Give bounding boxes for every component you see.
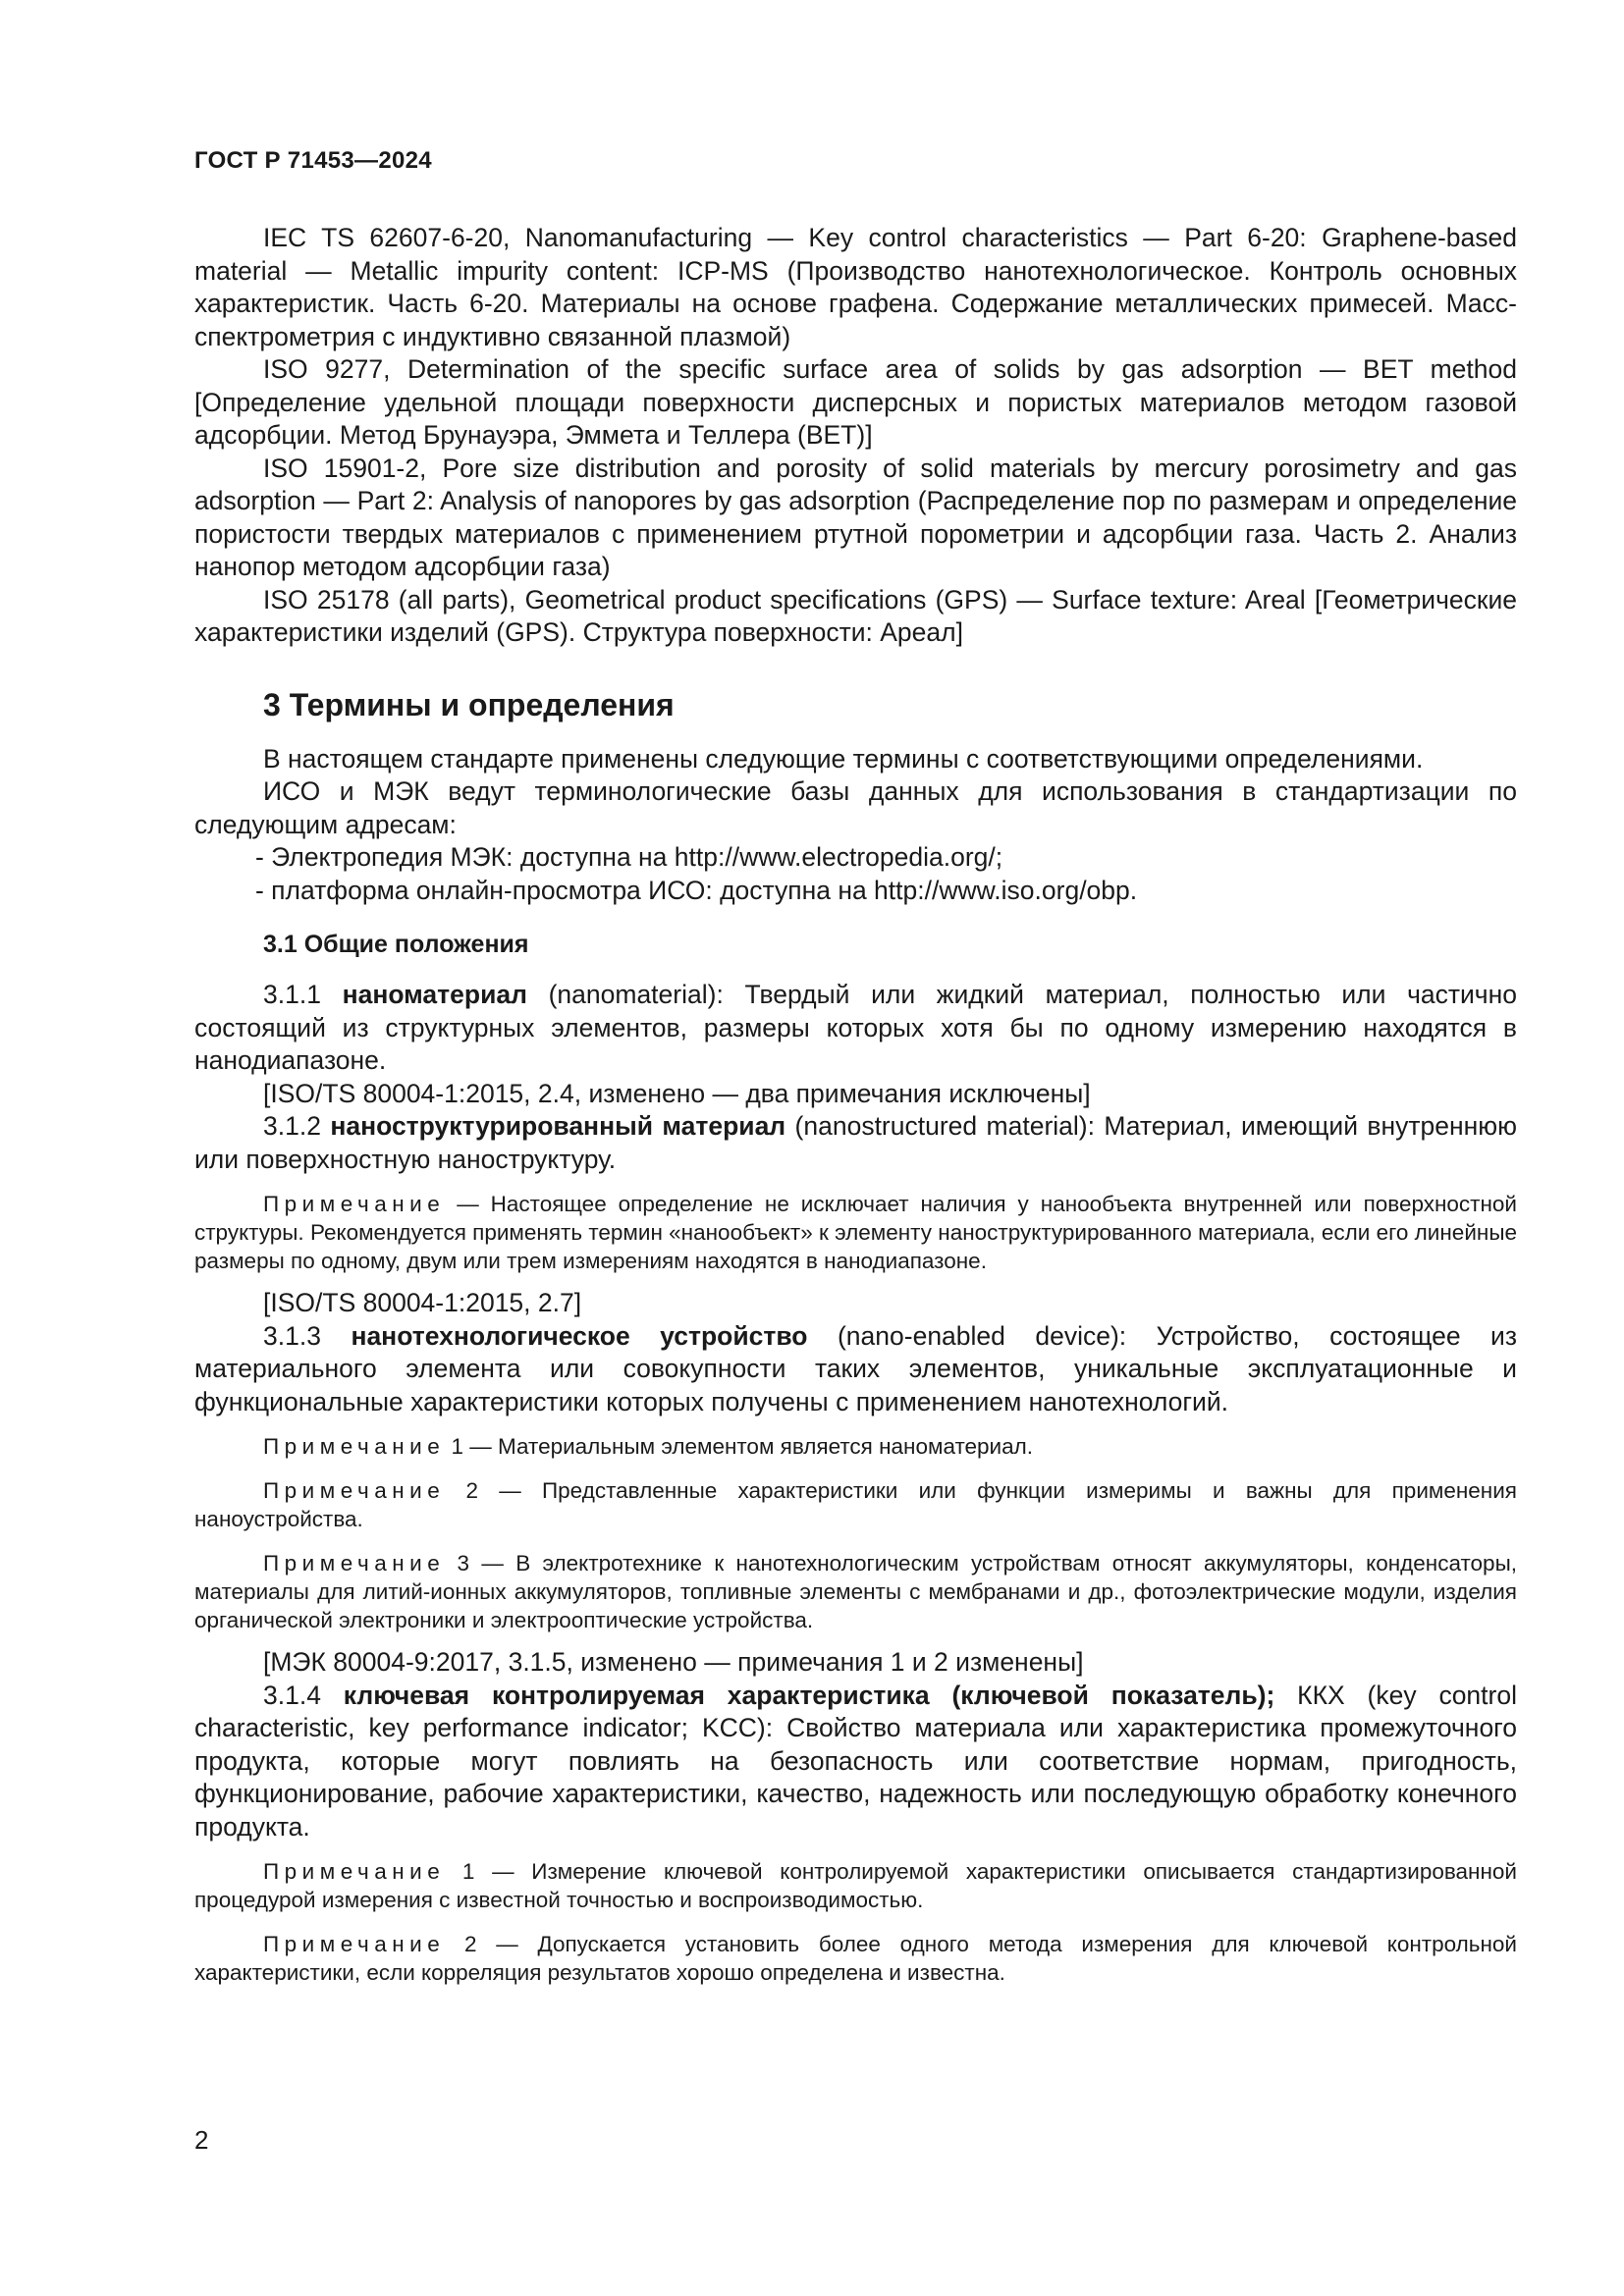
term-note — [194, 1930, 1517, 1987]
term-number: 3.1.4 — [263, 1680, 321, 1710]
term-name: наноструктурированный материал — [330, 1111, 786, 1141]
term-number: 3.1.2 — [263, 1111, 321, 1141]
database-intro: ИСО и МЭК ведут терминологические базы данных для использования в стандартизации по следующим адресам: — [194, 776, 1517, 839]
note-label: Примечание — [263, 1551, 446, 1575]
note-text: 1 — Материальным элементом является наноматериал. — [445, 1434, 1034, 1459]
term-source: [ISO/TS 80004-1:2015, 2.7] — [263, 1288, 582, 1317]
note-text: — Настоящее определение не исключает наличия у нанообъекта внутренней или поверхностной структуры. Рекомендуется применять термин «нанообъект» к элементу наноструктурированного материала, если его линейные размеры по одному, двум или трем измерениям находятся в нанодиапазоне. — [194, 1192, 1517, 1273]
reference-entry: IEC TS 62607-6-20, Nanomanufacturing — Key control characteristics — Part 6-20: Graphene-based material — Metallic impurity content: ICP-MS (Производство нанотехнологическое. Контроль основных характеристик. Часть 6-20. Материалы на основе графена. Содержание металлических примесей. Масс-спектрометрия с индуктивно связанной плазмой) — [194, 223, 1517, 351]
term-definition: (nano-enabled device): Устройство, состоящее из материального элемента или совокупности таких элементов, уникальные эксплуатационные и функциональные характеристики которых получены с применением нанотехнологий. — [194, 1320, 1517, 1416]
note-text: 2 — Допускается установить более одного метода измерения для ключевой контрольной характеристики, если корреляция результатов хорошо определена и известна. — [194, 1932, 1517, 1985]
reference-entry: ISO 15901-2, Pore size distribution and porosity of solid materials by mercury porosimetry and gas adsorption — Part 2: Analysis of nanopores by gas adsorption (Распределение пор по размерам и определение пористости твердых материалов с применением ртутной порометрии и адсорбции газа. Часть 2. Анализ нанопор методом адсорбции газа) — [194, 453, 1517, 581]
term-note — [194, 1476, 1517, 1533]
note-label: Примечание — [263, 1434, 446, 1459]
term-number: 3.1.3 — [263, 1320, 321, 1351]
term-number: 3.1.1 — [263, 980, 321, 1009]
term-source: [МЭК 80004-9:2017, 3.1.5, изменено — примечания 1 и 2 изменены] — [263, 1647, 1084, 1677]
term-entry — [194, 979, 1517, 1078]
term-definition: (nanostructured material): Материал, имеющий внутреннюю или поверхностную наноструктуру. — [194, 1111, 1518, 1174]
section-heading: 3 Термины и определения — [263, 686, 675, 722]
database-item: - платформа онлайн-просмотра ИСО: доступна на http://www.iso.org/obp. — [255, 875, 1138, 905]
term-note — [194, 1549, 1517, 1634]
note-text: 1 — Измерение ключевой контролируемой характеристики описывается стандартизированной процедурой измерения с известной точностью и воспроизводимостью. — [194, 1859, 1517, 1912]
document-id: ГОСТ Р 71453—2024 — [194, 147, 432, 174]
term-name: наноматериал — [342, 980, 527, 1009]
note-text: 2 — Представленные характеристики или функции измеримы и важны для применения наноустройства. — [194, 1478, 1517, 1531]
term-name: ключевая контролируемая характеристика (ключевой показатель); — [343, 1680, 1275, 1710]
note-label: Примечание — [263, 1478, 446, 1503]
term-entry — [194, 1320, 1517, 1419]
note-text: 3 — В электротехнике к нанотехнологическим устройствам относят аккумуляторы, конденсаторы, материалы для литий-ионных аккумуляторов, топливные элементы с мембранами и др., фотоэлектрические модули, изделия органической электроники и электрооптические устройства. — [194, 1551, 1517, 1632]
subsection-heading: 3.1 Общие положения — [263, 931, 529, 958]
term-source: [ISO/TS 80004-1:2015, 2.4, изменено — два примечания исключены] — [263, 1078, 1091, 1108]
page-body — [194, 222, 1517, 1987]
term-entry — [194, 1110, 1517, 1176]
term-definition: (nanomaterial): Твердый или жидкий материал, полностью или частично состоящий из структурных элементов, размеры которых хотя бы по одному измерению находятся в нанодиапазоне. — [194, 980, 1517, 1075]
reference-entry: ISO 9277, Determination of the specific surface area of solids by gas adsorption — BET method [Определение удельной площади поверхности дисперсных и пористых материалов методом газовой адсорбции. Метод Брунауэра, Эммета и Теллера (ВЕТ)] — [194, 354, 1517, 450]
term-note — [194, 1857, 1517, 1914]
page-number: 2 — [194, 2125, 209, 2155]
section-intro: В настоящем стандарте применены следующие термины с соответствующими определениями. — [263, 743, 1424, 774]
note-label: Примечание — [263, 1859, 446, 1884]
term-note — [194, 1190, 1517, 1275]
term-name: нанотехнологическое устройство — [351, 1320, 808, 1351]
reference-entry: ISO 25178 (all parts), Geometrical product specifications (GPS) — Surface texture: Areal [Геометрические характеристики изделий (GPS). Структура поверхности: Ареал] — [194, 584, 1517, 647]
database-item: - Электропедия МЭК: доступна на http://www.electropedia.org/; — [255, 842, 1003, 872]
note-label: Примечание — [263, 1192, 446, 1216]
note-label: Примечание — [263, 1932, 446, 1956]
term-definition: ККХ (key control characteristic, key performance indicator; KCC): Свойство материала или характеристика промежуточного продукта, которые могут повлиять на безопасность или соответствие нормам, пригодность, функционирование, рабочие характеристики, качество, надежность или последующую обработку конечного продукта. — [194, 1680, 1517, 1842]
term-note — [194, 1432, 1517, 1461]
term-entry — [194, 1680, 1517, 1844]
